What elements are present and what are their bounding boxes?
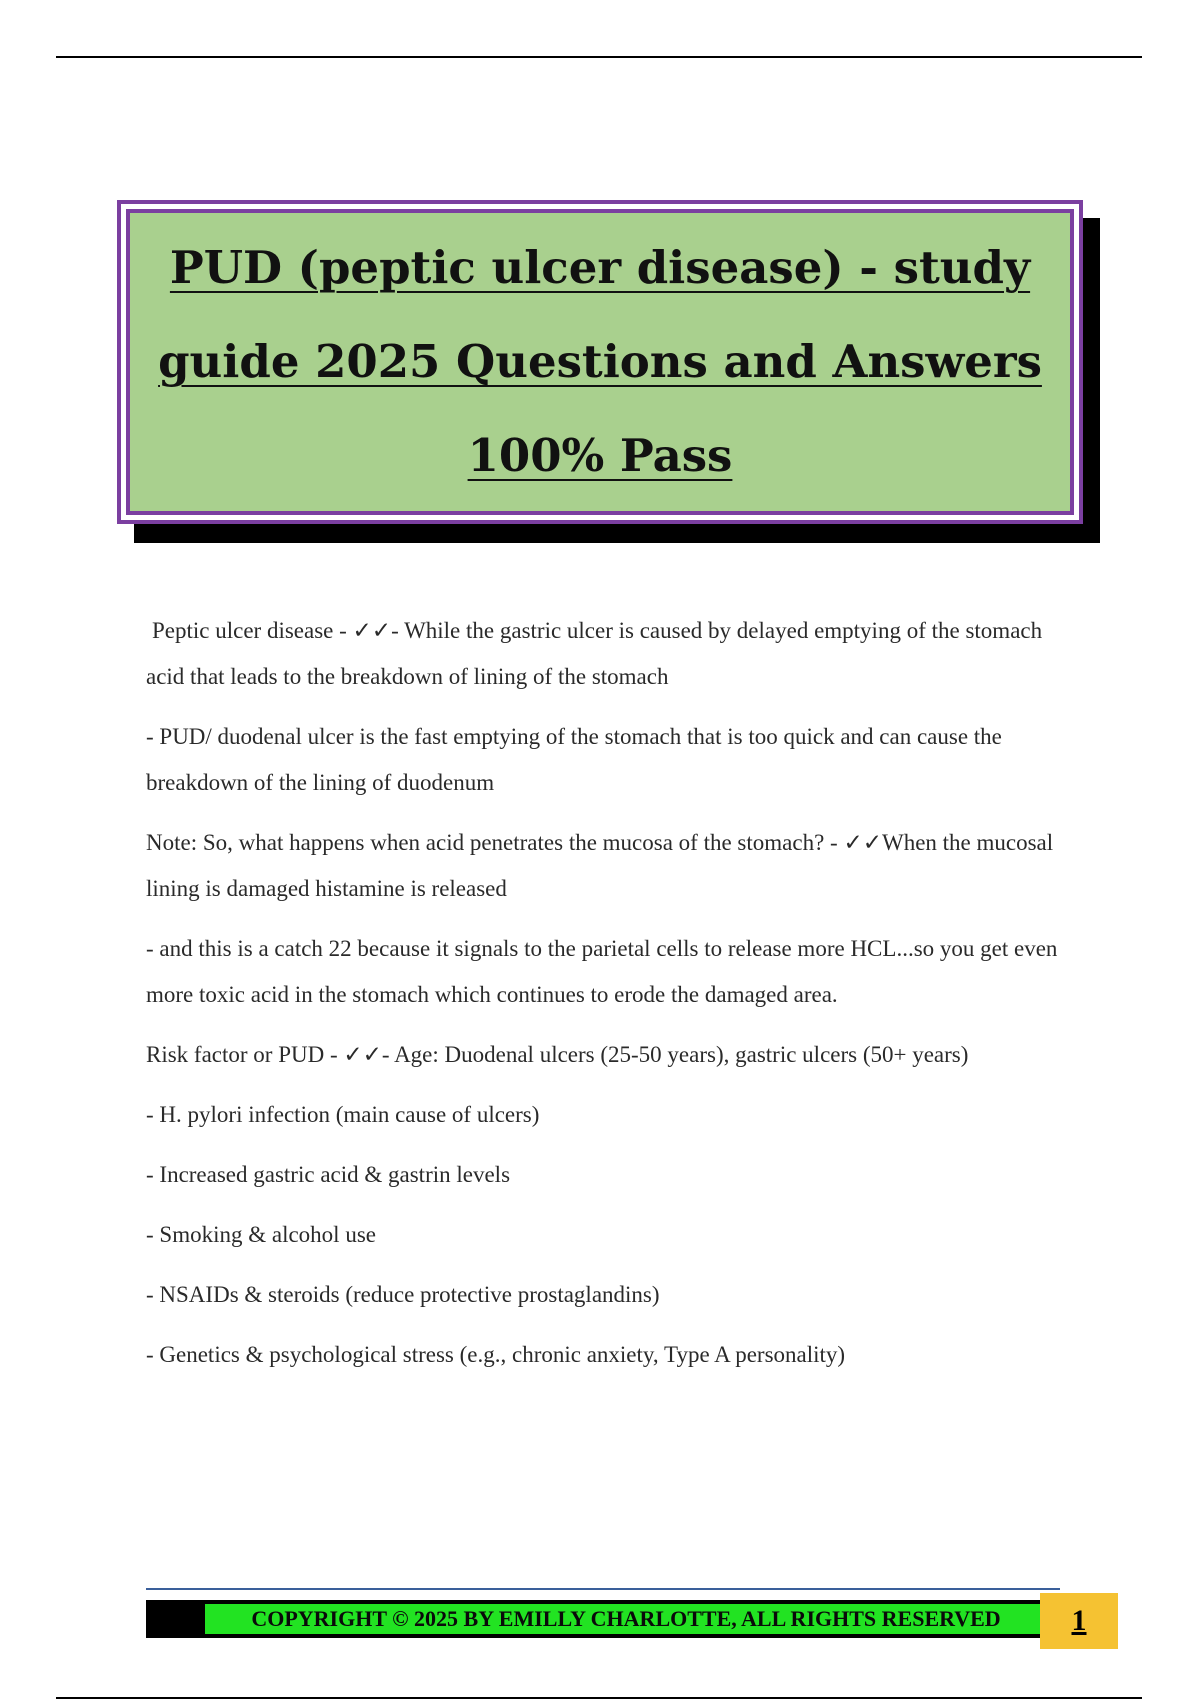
bottom-rule [56, 1697, 1142, 1699]
list-item: - Genetics & psychological stress (e.g., chronic anxiety, Type A personality) [146, 1342, 846, 1367]
document-title: PUD (peptic ulcer disease) - study guide 2025 Questions and Answers 100% Pass [158, 241, 1042, 482]
paragraph: - and this is a catch 22 because it signals to the parietal cells to release more HCL...so you get even more toxic acid in the stomach which continues to erode the damaged area. [146, 936, 1058, 1007]
copyright-notice: COPYRIGHT © 2025 BY EMILLY CHARLOTTE, ALL RIGHTS RESERVED [205, 1604, 1047, 1634]
title-box [117, 200, 1083, 524]
title-box-inner [126, 209, 1074, 515]
paragraph: - PUD/ duodenal ulcer is the fast emptying of the stomach that is too quick and can cause the breakdown of the lining of duodenum [146, 724, 1002, 795]
paragraph: Note: So, what happens when acid penetrates the mucosa of the stomach? - ✓✓When the mucosal lining is damaged histamine is released [146, 830, 1054, 901]
page-number: 1 [1071, 1604, 1087, 1637]
header-rule [56, 56, 1142, 58]
footer-rule [146, 1588, 1060, 1590]
list-item: - Increased gastric acid & gastrin levels [146, 1162, 511, 1187]
paragraph: Risk factor or PUD - ✓✓- Age: Duodenal ulcers (25-50 years), gastric ulcers (50+ years) [146, 1042, 969, 1067]
document-body [146, 608, 1066, 1392]
list-item: - NSAIDs & steroids (reduce protective prostaglandins) [146, 1282, 660, 1307]
list-item: - H. pylori infection (main cause of ulcers) [146, 1102, 540, 1127]
paragraph: Peptic ulcer disease - ✓✓- While the gastric ulcer is caused by delayed emptying of the stomach acid that leads to the breakdown of lining of the stomach [146, 618, 1043, 689]
page-number-badge [1040, 1593, 1118, 1649]
list-item: - Smoking & alcohol use [146, 1222, 376, 1247]
